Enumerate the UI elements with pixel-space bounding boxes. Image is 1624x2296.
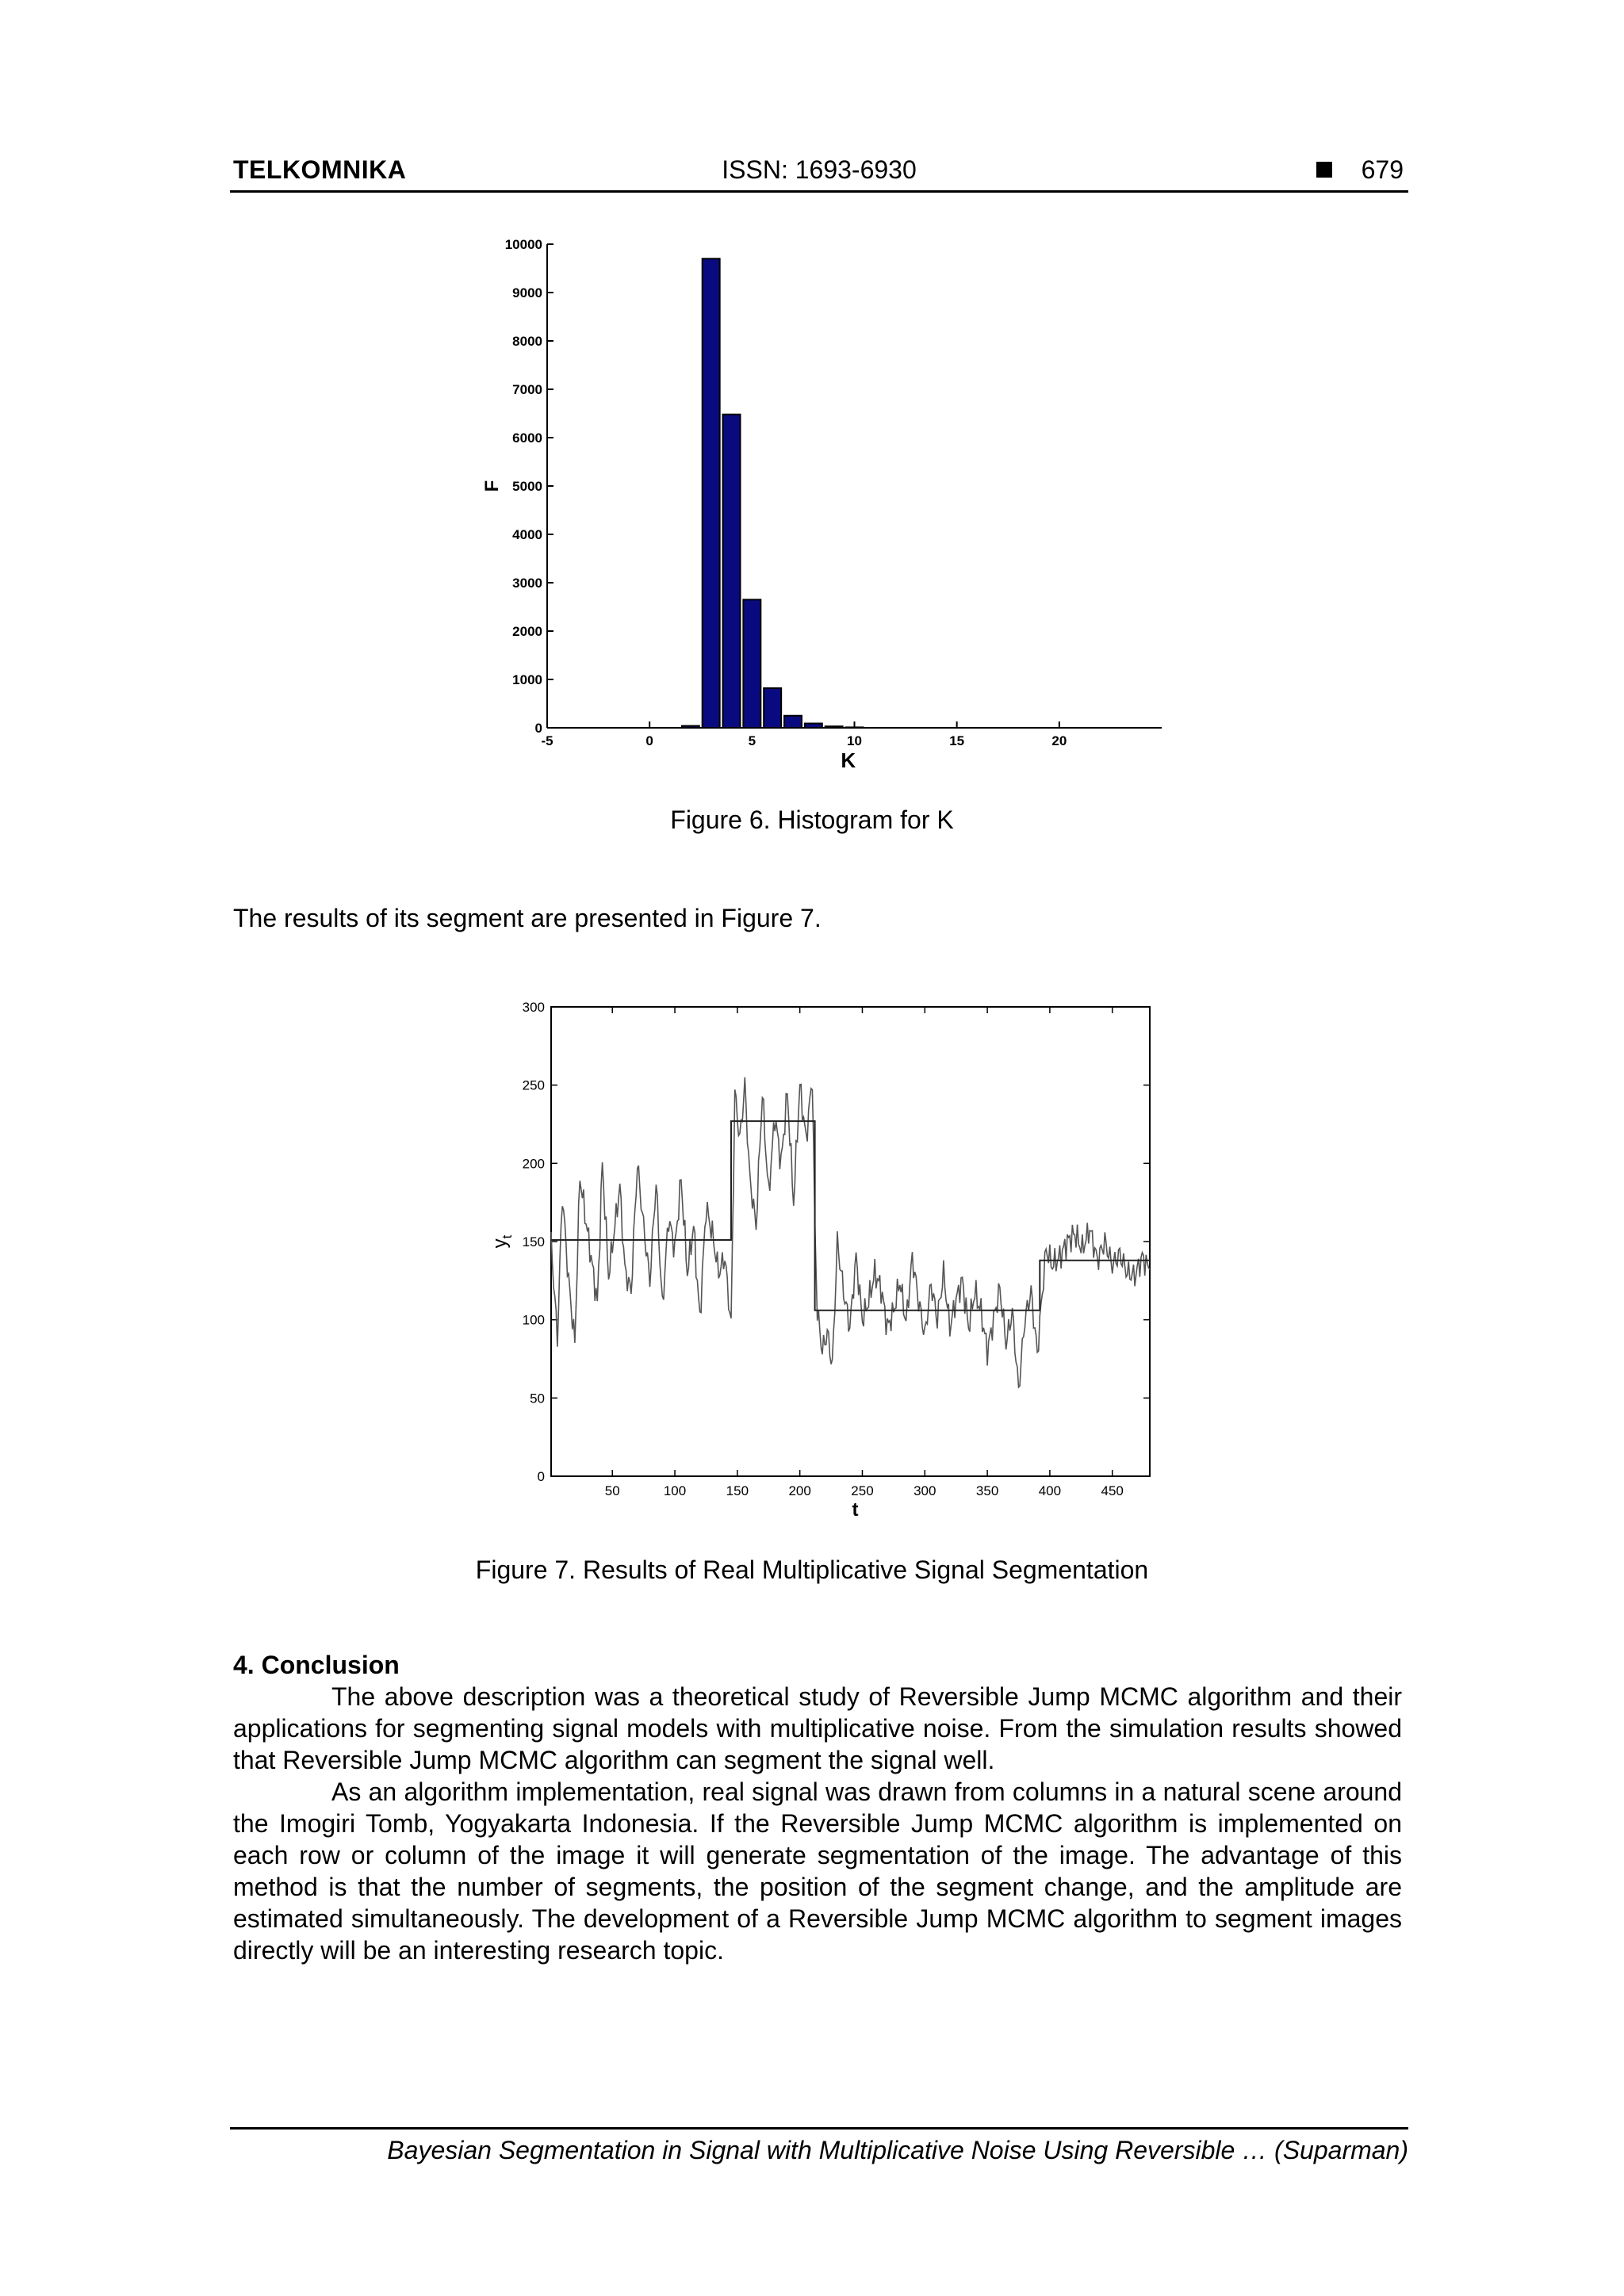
x-tick-label: 50	[604, 1483, 620, 1498]
x-tick-label: 300	[914, 1483, 936, 1498]
y-tick-label: 3000	[512, 576, 542, 591]
conclusion-heading: 4. Conclusion	[233, 1651, 400, 1679]
page-number: 679	[1361, 155, 1404, 184]
x-tick-label: 5	[748, 733, 756, 748]
x-tick-label: 10	[847, 733, 862, 748]
y-tick-label: 50	[530, 1391, 545, 1406]
histogram-bar	[764, 688, 781, 728]
segmentation-chart	[476, 991, 1189, 1530]
y-axis-label-subscript: t	[500, 1234, 515, 1239]
issn-label: ISSN: 1693-6930	[722, 155, 917, 184]
y-tick-label: 6000	[512, 430, 542, 446]
histogram-bar	[784, 716, 802, 728]
x-tick-label: 200	[788, 1483, 811, 1498]
square-bullet-icon	[1316, 162, 1332, 178]
figure-7	[476, 991, 1189, 1530]
x-tick-label: 0	[645, 733, 653, 748]
x-tick-label: -5	[541, 733, 553, 748]
running-footer: Bayesian Segmentation in Signal with Multiplicative Noise Using Reversible … (Suparman)	[230, 2127, 1408, 2165]
histogram-bar	[723, 415, 741, 728]
histogram-bar	[682, 726, 699, 728]
histogram-bar	[703, 258, 720, 728]
running-header	[230, 155, 1408, 193]
x-tick-label: 100	[663, 1483, 687, 1498]
y-tick-label: 7000	[512, 382, 542, 397]
intro-sentence: The results of its segment are presented in Figure 7.	[233, 904, 822, 932]
histogram-bar	[805, 724, 822, 728]
y-tick-label: 150	[522, 1234, 545, 1249]
x-axis-label: K	[841, 748, 856, 772]
x-tick-label: 350	[975, 1483, 999, 1498]
y-tick-label: 8000	[512, 334, 542, 349]
y-tick-label: 10000	[504, 237, 542, 252]
journal-name: TELKOMNIKA	[233, 155, 407, 184]
y-tick-label: 100	[522, 1312, 545, 1328]
histogram-bar	[743, 599, 760, 728]
figure-6	[476, 230, 1189, 785]
y-axis-label	[489, 1234, 515, 1248]
x-tick-label: 20	[1051, 733, 1067, 748]
x-tick-label: 400	[1038, 1483, 1062, 1498]
y-tick-label: 5000	[512, 479, 542, 494]
x-axis-label: t	[852, 1499, 859, 1521]
plot-frame	[551, 1007, 1150, 1476]
y-tick-label: 4000	[512, 527, 542, 542]
x-tick-label: 450	[1101, 1483, 1124, 1498]
conclusion-paragraph-1: The above description was a theoretical study of Reversible Jump MCMC algorithm and their applications for segmenting signal models with multiplicative noise. From the simulation results showed that Reversible Jump MCMC algorithm can segment the signal well.	[233, 1682, 1402, 1774]
y-tick-label: 250	[522, 1077, 545, 1093]
histogram-bar	[846, 727, 864, 728]
x-tick-label: 250	[851, 1483, 874, 1498]
figure-7-caption: Figure 7. Results of Real Multiplicative Signal Segmentation	[475, 1556, 1149, 1584]
y-tick-label: 0	[537, 1469, 545, 1484]
segment-estimate-line	[551, 1121, 1150, 1311]
histogram-chart	[476, 230, 1189, 785]
signal-series-line	[551, 1077, 1150, 1387]
y-tick-label: 9000	[512, 285, 542, 300]
y-tick-label: 0	[534, 721, 542, 736]
x-tick-label: 15	[949, 733, 965, 748]
x-tick-label: 150	[726, 1483, 749, 1498]
y-tick-label: 2000	[512, 624, 542, 639]
histogram-bar	[825, 726, 843, 728]
y-axis-label: F	[481, 480, 503, 492]
y-tick-label: 200	[522, 1156, 545, 1172]
y-tick-label: 1000	[512, 672, 542, 687]
conclusion-paragraph-2: As an algorithm implementation, real signal was drawn from columns in a natural scene around the Imogiri Tomb, Yogyakarta Indonesia. If the Reversible Jump MCMC algorithm is implemented on each row or column of the image it will generate segmentation of the image. The advantage of this method is that the number of segments, the position of the segment change, and the amplitude are estimated simultaneously. The development of a Reversible Jump MCMC algorithm to segment images directly will be an interesting research topic.	[233, 1777, 1402, 1965]
y-axis-label-main: y	[489, 1238, 511, 1249]
y-tick-label: 300	[522, 1000, 545, 1015]
figure-6-caption: Figure 6. Histogram for K	[670, 806, 954, 834]
